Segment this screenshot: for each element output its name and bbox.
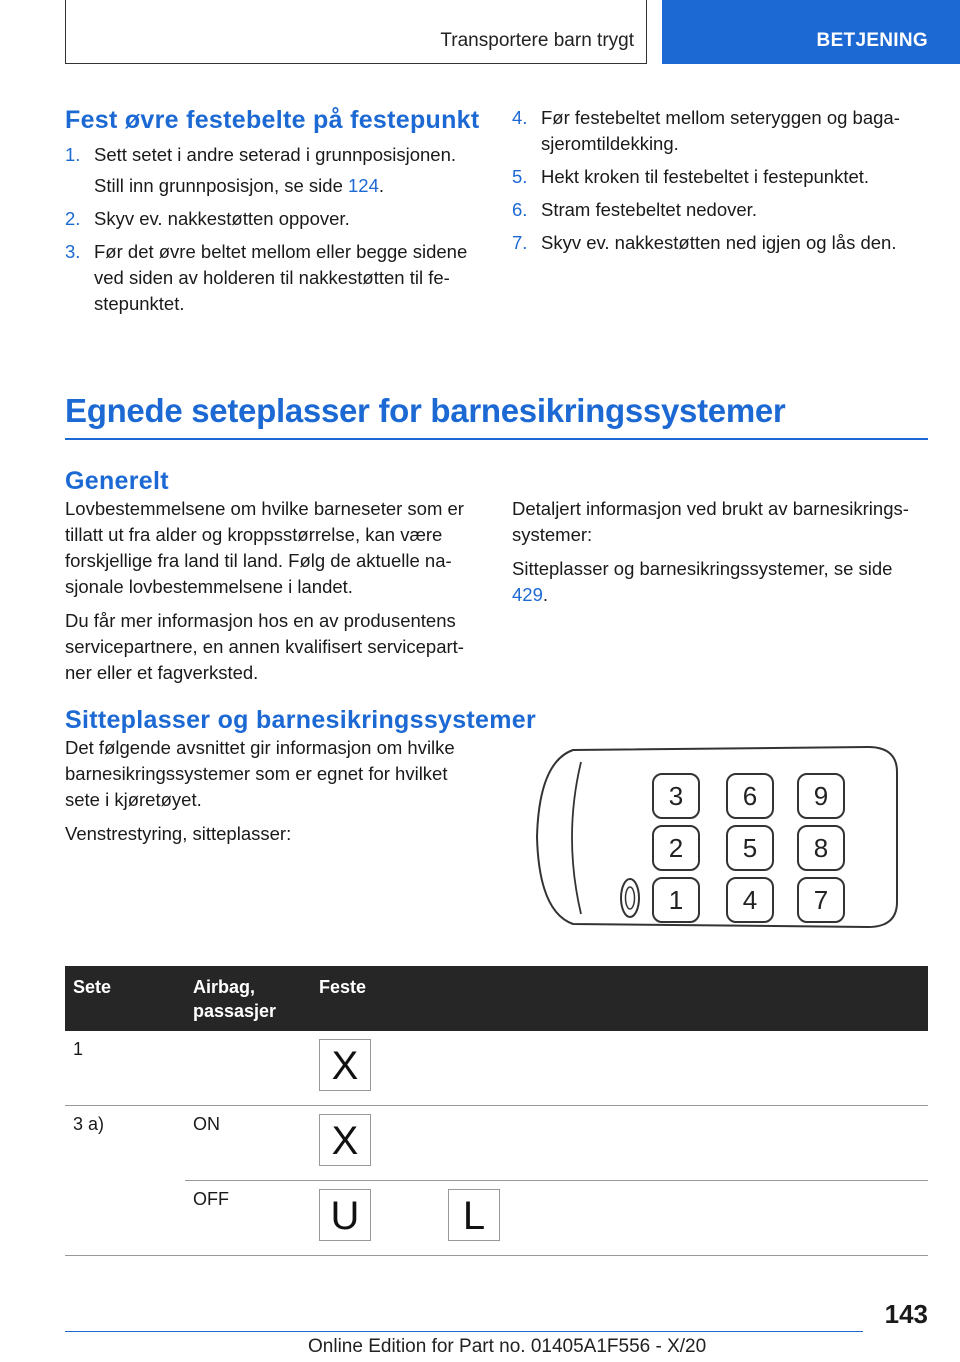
fest-left-column xyxy=(65,105,485,324)
list-item xyxy=(512,230,928,256)
step-subtext xyxy=(94,173,485,199)
seat-number: 6 xyxy=(742,781,758,811)
generelt-paragraph-1: Lovbestemmelsene om hvilke barneseter som er tillatt ut fra alder og kroppsstørrelse, kan være forskjellige fra land til land. Følg de aktuelle na-sjonale lovbestemmelsene i landet. xyxy=(65,498,464,597)
fest-steps-left xyxy=(65,142,485,317)
not-allowed-icon: X xyxy=(319,1114,371,1166)
table-row xyxy=(65,1031,928,1106)
heading-rule xyxy=(65,438,928,440)
seat-number: 7 xyxy=(813,885,829,915)
step-number: 2. xyxy=(65,208,81,229)
universal-symbol-icon: U xyxy=(319,1189,371,1241)
step-number: 7. xyxy=(512,232,528,253)
fest-right-column xyxy=(512,105,928,263)
page-number: 143 xyxy=(884,1299,928,1329)
page-link-124[interactable]: 124 xyxy=(348,175,379,196)
generelt-paragraph-2: Du får mer informasjon hos en av produsentens servicepartnere, en annen kvalifisert servicepart-ner eller et fagverksted. xyxy=(65,610,464,683)
page-link-429[interactable]: 429 xyxy=(512,584,543,605)
header-section-tab xyxy=(662,0,960,64)
step-text: Skyv ev. nakkestøtten oppover. xyxy=(94,208,350,229)
step-text: Sett setet i andre seterad i grunnposisjonen. xyxy=(94,144,457,165)
table-header-row xyxy=(65,966,928,1031)
not-allowed-icon: X xyxy=(319,1039,371,1091)
table-row xyxy=(65,1181,928,1256)
sitte-paragraph-1: Det følgende avsnittet gir informasjon om hvilke barnesikringssystemer som er egnet for hvilket sete i kjøretøyet. xyxy=(65,737,455,810)
table-header-airbag: Airbag, passasjer xyxy=(185,966,311,1031)
seat-number: 2 xyxy=(668,833,684,863)
generelt-left-column xyxy=(65,466,485,694)
table-cell-airbag: ON xyxy=(185,1106,311,1181)
table-cell-feste xyxy=(311,1031,928,1106)
generelt-heading: Generelt xyxy=(65,467,169,495)
table-header-feste: Feste xyxy=(311,966,928,1031)
table-cell-seat: 1 xyxy=(65,1031,185,1106)
seat-number: 8 xyxy=(813,833,829,863)
footer-rule xyxy=(65,1331,863,1332)
list-item xyxy=(65,142,485,199)
sitte-text xyxy=(65,735,475,847)
header-section: BETJENING xyxy=(816,30,928,51)
list-item xyxy=(512,164,928,190)
fest-steps-right xyxy=(512,105,928,256)
list-item xyxy=(65,239,485,317)
seat-layout-diagram xyxy=(533,742,901,932)
list-item xyxy=(65,206,485,232)
seat-number: 1 xyxy=(668,885,684,915)
footer-edition: Online Edition for Part no. 01405A1F556 - X/20 xyxy=(308,1336,707,1357)
seat-number: 9 xyxy=(813,781,829,811)
table-cell-airbag: OFF xyxy=(185,1181,311,1256)
main-heading: Egnede seteplasser for barnesikringssystemer xyxy=(65,392,786,429)
generelt-right-paragraph-2-end: . xyxy=(542,584,549,605)
step-text: Stram festebeltet nedover. xyxy=(541,199,757,220)
step-number: 4. xyxy=(512,107,528,128)
limited-symbol-icon: L xyxy=(448,1189,500,1241)
list-item xyxy=(512,197,928,223)
step-text: Hekt kroken til festebeltet i festepunktet. xyxy=(541,166,870,187)
step-subtext-text: Still inn grunnposisjon, se side xyxy=(94,175,349,196)
table-cell-airbag xyxy=(185,1031,311,1106)
step-text: Skyv ev. nakkestøtten ned igjen og lås den. xyxy=(541,232,897,253)
table-cell-seat: 3 a) xyxy=(65,1106,185,1256)
sitte-column xyxy=(65,705,565,855)
table-row xyxy=(65,1106,928,1181)
table-cell-feste xyxy=(311,1181,928,1256)
table-cell-feste xyxy=(311,1106,928,1181)
steering-wheel-icon xyxy=(621,879,639,917)
header-title: Transportere barn trygt xyxy=(440,30,634,51)
sitte-heading: Sitteplasser og barnesikringssystemer xyxy=(65,706,537,734)
header-title-box xyxy=(65,0,647,64)
seat-number: 5 xyxy=(742,833,758,863)
step-number: 1. xyxy=(65,144,81,165)
generelt-right-paragraph-1: Detaljert informasjon ved brukt av barnesikrings-systemer: xyxy=(512,498,909,545)
generelt-right-paragraph-2 xyxy=(512,556,928,608)
step-text: Før det øvre beltet mellom eller begge sidene ved siden av holderen til nakkestøtten til fe-stepunktet. xyxy=(94,241,468,314)
seat-table xyxy=(65,966,928,1256)
step-text: Før festebeltet mellom seteryggen og baga-sjeromtildekking. xyxy=(541,107,900,154)
seat-number: 3 xyxy=(668,781,684,811)
step-number: 6. xyxy=(512,199,528,220)
list-item xyxy=(512,105,928,157)
generelt-right-column xyxy=(512,496,928,616)
step-number: 3. xyxy=(65,241,81,262)
step-number: 5. xyxy=(512,166,528,187)
generelt-right-paragraph-2-text: Sitteplasser og barnesikringssystemer, se side xyxy=(512,558,893,579)
seat-number: 4 xyxy=(742,885,758,915)
step-subtext-end: . xyxy=(378,175,385,196)
windshield-line xyxy=(572,762,581,914)
fest-heading: Fest øvre festebelte på festepunkt xyxy=(65,106,480,134)
sitte-paragraph-2: Venstrestyring, sitteplasser: xyxy=(65,823,292,844)
seat-boxes xyxy=(653,774,844,922)
table-header-sete: Sete xyxy=(65,966,185,1031)
